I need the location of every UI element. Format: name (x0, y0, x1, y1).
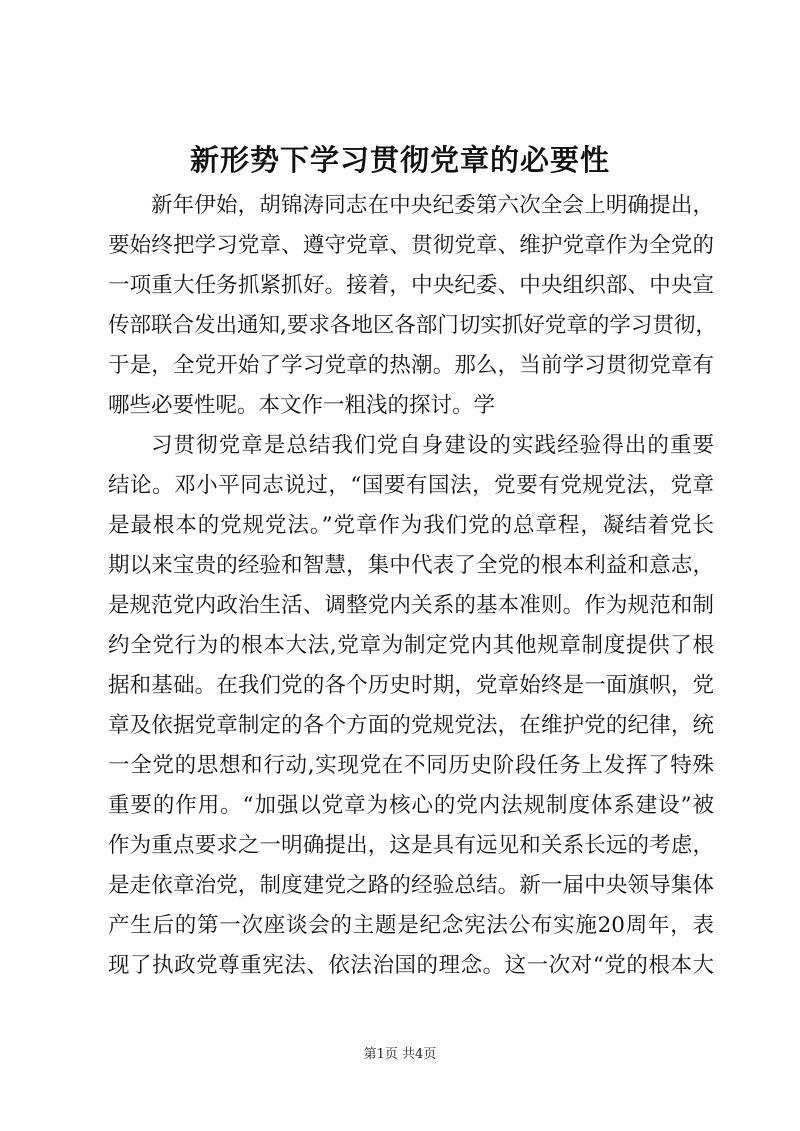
paragraph-line: 一项重大任务抓紧抓好。接着，中央纪委、中央组织部、中央宣 (108, 273, 714, 298)
document-title: 新形势下学习贯彻党章的必要性 (189, 143, 610, 177)
paragraph-line: 重要的作用。“加强以党章为核心的党内法规制度体系建设”被 (108, 793, 714, 818)
page-footer: 第1页 共4页 (363, 1047, 437, 1062)
paragraph-line: 据和基础。在我们党的各个历史时期，党章始终是一面旗帜，党 (108, 673, 714, 698)
paragraph-line: 结论。邓小平同志说过，“国要有国法，党要有党规党法，党章 (108, 473, 714, 498)
paragraph-line: 是规范党内政治生活、调整党内关系的基本准则。作为规范和制 (108, 593, 714, 618)
paragraph-line: 约全党行为的根本大法,党章为制定党内其他规章制度提供了根 (108, 633, 714, 658)
paragraph-line: 作为重点要求之一明确提出，这是具有远见和关系长远的考虑， (108, 833, 714, 858)
paragraph-line: 于是，全党开始了学习党章的热潮。那么，当前学习贯彻党章有 (108, 353, 714, 378)
paragraph-line: 哪些必要性呢。本文作一粗浅的探讨。学 (108, 393, 496, 418)
paragraph-line: 章及依据党章制定的各个方面的党规党法，在维护党的纪律，统 (108, 713, 714, 738)
paragraph-line: 产生后的第一次座谈会的主题是纪念宪法公布实施20周年，表 (108, 913, 714, 938)
paragraph-line: 期以来宝贵的经验和智慧，集中代表了全党的根本利益和意志， (108, 553, 714, 578)
document-body (108, 186, 717, 986)
paragraph-line: 要始终把学习党章、遵守党章、贯彻党章、维护党章作为全党的 (108, 233, 714, 258)
paragraph-line: 是最根本的党规党法。”党章作为我们党的总章程，凝结着党长 (108, 513, 714, 538)
paragraph-line: 现了执政党尊重宪法、依法治国的理念。这一次对“党的根本大 (108, 953, 714, 978)
paragraph-line: 一全党的思想和行动,实现党在不同历史阶段任务上发挥了特殊 (108, 753, 714, 778)
paragraph-line: 是走依章治党，制度建党之路的经验总结。新一届中央领导集体 (108, 873, 714, 898)
paragraph-line: 习贯彻党章是总结我们党自身建设的实践经验得出的重要 (151, 433, 714, 458)
paragraph-line: 传部联合发出通知,要求各地区各部门切实抓好党章的学习贯彻， (108, 313, 717, 338)
paragraph-line: 新年伊始，胡锦涛同志在中央纪委第六次全会上明确提出， (151, 193, 714, 218)
